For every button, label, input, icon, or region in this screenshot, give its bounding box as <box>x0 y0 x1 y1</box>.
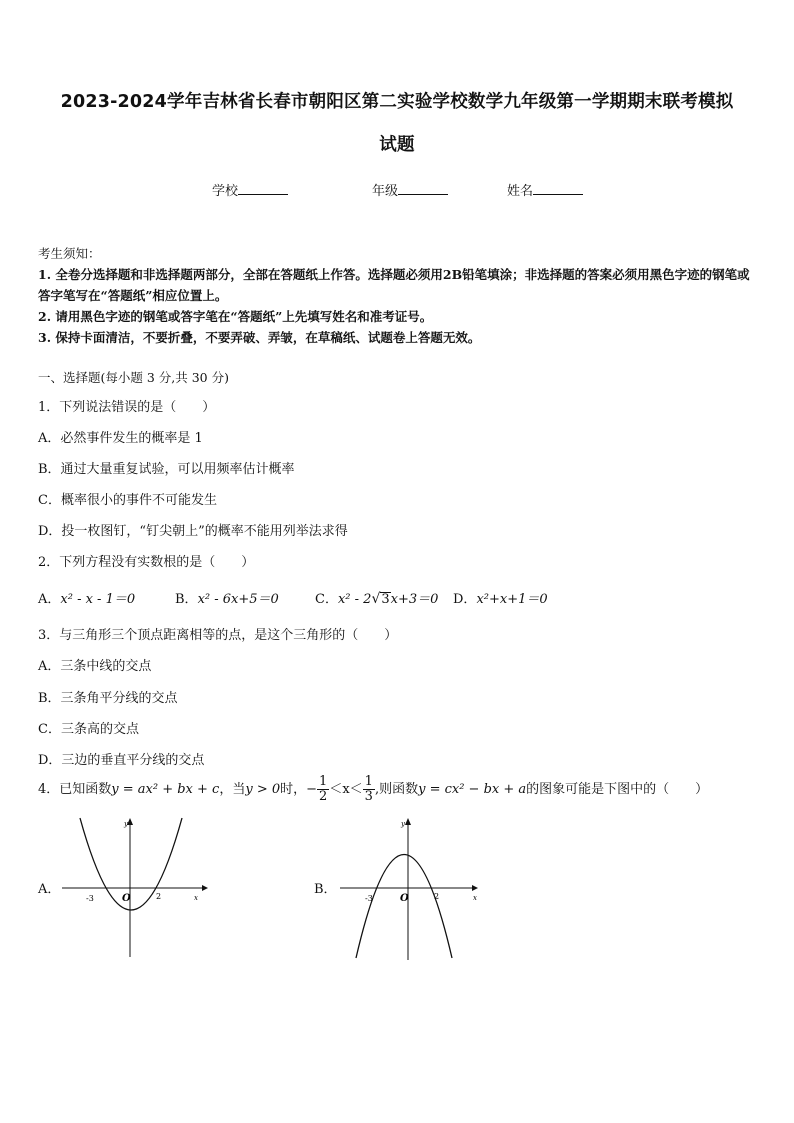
q3-option-b[interactable]: B．三条角平分线的交点 <box>38 691 178 706</box>
q4-inequality: ＜x＜ <box>329 782 363 797</box>
name-blank[interactable] <box>533 181 583 195</box>
q1-option-b[interactable]: B．通过大量重复试验，可以用频率估计概率 <box>38 462 295 477</box>
q2-option-a-expr: x² - x - 1＝0 <box>60 592 136 607</box>
graph-b-label[interactable]: B． <box>314 882 337 897</box>
graph-b-parabola <box>356 855 452 959</box>
q3-option-d[interactable]: D．三边的垂直平分线的交点 <box>38 753 205 768</box>
name-label: 姓名 <box>507 184 534 199</box>
notice-item-2: 2. 请用黑色字迹的钢笔或答字笔在“答题纸”上先填写姓名和准考证号。 <box>38 309 433 324</box>
q1-option-c[interactable]: C．概率很小的事件不可能发生 <box>38 493 217 508</box>
q2-option-c-label: C． <box>315 592 338 607</box>
q4-stem <box>38 775 708 804</box>
q3-option-c[interactable]: C．三条高的交点 <box>38 722 139 737</box>
q4-condition: y > 0 <box>245 782 281 797</box>
q4-function-1: y = ax² + bx + c <box>111 782 220 797</box>
q2-option-c-expr-post: x+3＝0 <box>390 592 439 607</box>
grade-blank[interactable] <box>398 181 448 195</box>
q4-neg-sign: − <box>306 782 318 797</box>
graph-a[interactable] <box>60 812 210 962</box>
graph-b-y-arrow-icon <box>405 818 411 825</box>
q3-option-a[interactable]: A．三条中线的交点 <box>38 659 152 674</box>
q4-text-4: ,则函数 <box>374 782 419 797</box>
exam-notice <box>38 243 758 348</box>
q2-option-b-expr: x² - 6x+5＝0 <box>197 592 279 607</box>
graph-b[interactable] <box>338 812 488 962</box>
grade-field[interactable] <box>372 180 448 199</box>
q2-option-a-label: A． <box>38 592 61 607</box>
graph-b-y-label: y <box>401 820 405 828</box>
school-blank[interactable] <box>238 181 288 195</box>
name-field[interactable] <box>507 180 583 199</box>
graph-a-tick-neg3: -3 <box>86 894 94 903</box>
q2-option-a[interactable] <box>38 588 135 607</box>
notice-item-1: 1. 全卷分选择题和非选择题两部分，全部在答题纸上作答。选择题必须用2B铅笔填涂；非选择题的答案必须用黑色字迹的钢笔或答字笔写在“答题纸”相应位置上。 <box>38 267 750 303</box>
q2-option-c[interactable]: C．x² - 2√3x+3＝0 <box>315 591 439 607</box>
graph-a-x-arrow-icon <box>202 885 208 891</box>
q1-option-d[interactable]: D．投一枚图钉，“钉尖朝上”的概率不能用列举法求得 <box>38 524 348 539</box>
q4-text-3: 时， <box>280 782 307 797</box>
graph-b-tick-neg3: -3 <box>365 894 373 903</box>
q1-option-a[interactable]: A．必然事件发生的概率是 1 <box>38 431 203 446</box>
graph-a-tick-2: 2 <box>156 892 162 901</box>
q4-text-2: ，当 <box>219 782 246 797</box>
q2-option-b-label: B． <box>175 592 198 607</box>
q2-option-d-label: D． <box>453 592 477 607</box>
q4-text-1: 4．已知函数 <box>38 782 112 797</box>
q2-option-b[interactable] <box>175 588 279 607</box>
q2-option-d-expr: x²+x+1＝0 <box>476 592 548 607</box>
graph-b-tick-2: 2 <box>434 892 440 901</box>
page-title-line2: 试题 <box>379 135 415 155</box>
q4-function-2: y = cx² − bx + a <box>418 782 527 797</box>
notice-item-3: 3. 保持卡面清洁，不要折叠，不要弄破、弄皱，在草稿纸、试题卷上答题无效。 <box>38 330 481 345</box>
q2-stem: 2．下列方程没有实数根的是（ ） <box>38 555 255 570</box>
q4-text-5: 的图象可能是下图中的（ ） <box>526 782 709 797</box>
q2-option-c-sqrt: 3 <box>381 592 390 607</box>
q4-fraction-1: $\frac{1}{2}$ <box>319 774 328 804</box>
graph-a-label[interactable]: A． <box>38 882 61 897</box>
graph-b-x-arrow-icon <box>472 885 478 891</box>
grade-label: 年级 <box>372 184 399 199</box>
q3-stem: 3．与三角形三个顶点距离相等的点，是这个三角形的（ ） <box>38 628 398 643</box>
q2-option-d[interactable] <box>453 588 548 607</box>
section-heading: 一、选择题(每小题 3 分,共 30 分) <box>38 370 229 385</box>
graph-b-origin: O <box>400 893 409 904</box>
q2-option-c-expr-pre: x² - 2 <box>337 592 372 607</box>
graph-a-y-label: y <box>124 820 128 828</box>
school-label: 学校 <box>212 184 239 199</box>
page-title-line1: 2023-2024学年吉林省长春市朝阳区第二实验学校数学九年级第一学期期末联考模拟 <box>60 92 734 112</box>
graph-a-x-label: x <box>194 894 198 902</box>
graph-a-origin: O <box>122 893 131 904</box>
q1-stem: 1．下列说法错误的是（ ） <box>38 400 216 415</box>
q4-fraction-2: $\frac{1}{3}$ <box>364 774 373 804</box>
graph-b-x-label: x <box>473 894 477 902</box>
graph-a-parabola <box>80 818 182 910</box>
school-field[interactable] <box>212 180 288 199</box>
notice-heading: 考生须知： <box>38 246 101 261</box>
